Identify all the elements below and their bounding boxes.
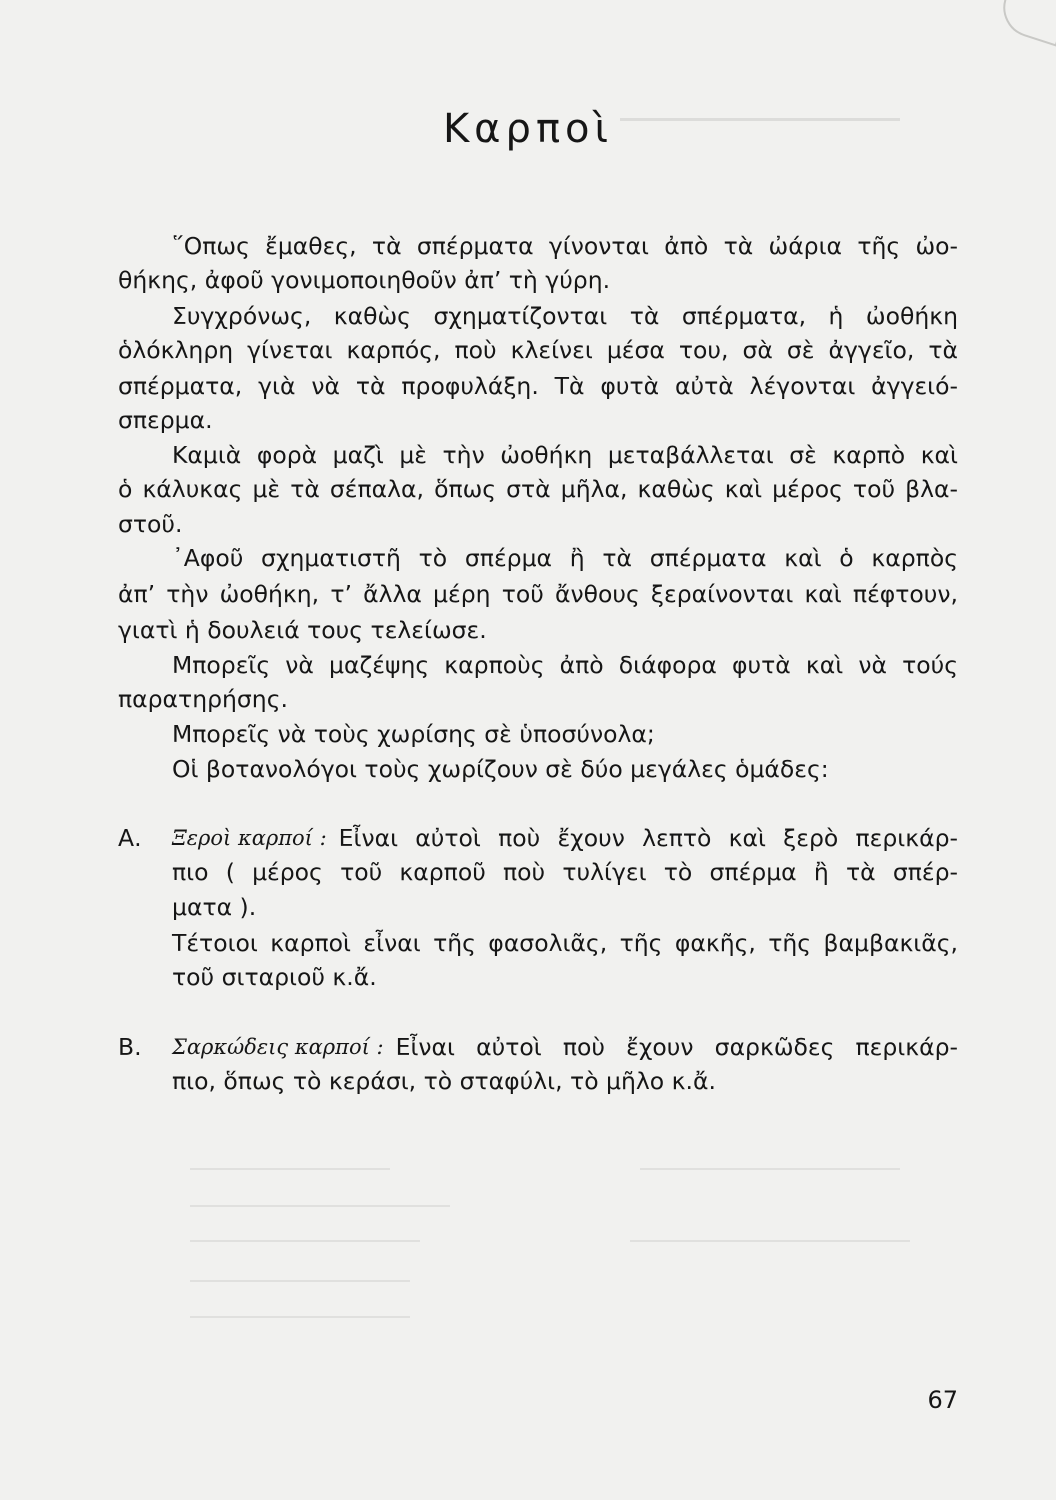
text-line: πιο ( μέρος τοῦ καρποῦ ποὺ τυλίγει τὸ σπέρμα ἢ τὰ σπέρ- [172,858,958,886]
text-line: ὁ κάλυκας μὲ τὰ σέπαλα, ὅπως στὰ μῆλα, καθὼς καὶ μέρος τοῦ βλα- [118,475,958,503]
text-line: Μπορεῖς νὰ τοὺς χωρίσης σὲ ὑποσύνολα; [172,720,655,748]
page-corner-fold [996,0,1056,47]
text-line: Μπορεῖς νὰ μαζέψης καρποὺς ἀπὸ διάφορα φυτὰ καὶ νὰ τούς [172,651,958,679]
bleed-through [190,1240,420,1244]
text-line: θήκης, ἀφοῦ γονιμοποιηθοῦν ἀπ’ τὴ γύρη. [118,266,611,294]
text-line: στοῦ. [118,510,183,538]
section-a-first-line [172,821,958,855]
text-line: Συγχρόνως, καθὼς σχηματίζονται τὰ σπέρματα, ἡ ὠοθήκη [172,302,958,330]
text-line: πιο, ὅπως τὸ κεράσι, τὸ σταφύλι, τὸ μῆλο κ.ἄ. [172,1067,716,1095]
bleed-through [630,1240,910,1244]
text-line: Καμιὰ φορὰ μαζὶ μὲ τὴν ὠοθήκη μεταβάλλεται σὲ καρπὸ καὶ [172,441,958,469]
bleed-through [190,1168,390,1172]
text-line: σπέρματα, γιὰ νὰ τὰ προφυλάξη. Τὰ φυτὰ αὐτὰ λέγονται ἀγγειό- [118,372,958,400]
text-line: Τέτοιοι καρποὶ εἶναι τῆς φασολιᾶς, τῆς φακῆς, τῆς βαμβακιᾶς, [172,929,958,957]
text-line: σπερμα. [118,406,213,434]
text-line: ὁλόκληρη γίνεται καρπός, ποὺ κλείνει μέσα του, σὰ σὲ ἀγγεῖο, τὰ [118,336,958,364]
text-line: Οἱ βοτανολόγοι τοὺς χωρίζουν σὲ δύο μεγάλες ὁμάδες: [172,755,829,783]
text-line: γιατὶ ἡ δουλειά τους τελείωσε. [118,616,487,644]
text-line: Εἶναι αὐτοὶ ποὺ ἔχουν λεπτὸ καὶ ξερὸ περικάρ- [338,824,958,852]
page-number: 67 [927,1386,958,1414]
section-b-term: Σαρκώδεις καρποί : [172,1035,384,1059]
bleed-through [190,1205,450,1209]
section-b-marker: Β. [118,1033,142,1061]
bleed-through [190,1316,410,1320]
text-line: Εἶναι αὐτοὶ ποὺ ἔχουν σαρκῶδες περικάρ- [395,1033,958,1061]
text-line: ἀπ’ τὴν ὠοθήκη, τ’ ἄλλα μέρη τοῦ ἄνθους ξεραίνονται καὶ πέφτουν, [118,580,958,608]
text-line: ματα ). [172,893,257,921]
section-a-term: Ξεροὶ καρποί : [172,826,327,850]
bleed-through [640,1168,900,1172]
text-line: παρατηρήσης. [118,685,288,713]
text-line: τοῦ σιταριοῦ κ.ἄ. [172,963,377,991]
section-b-first-line [172,1030,958,1064]
page-title: Καρποὶ [442,106,614,152]
text-line: ᾿Αφοῦ σχηματιστῆ τὸ σπέρμα ἢ τὰ σπέρματα καὶ ὁ καρπὸς [172,544,958,572]
bleed-through [190,1280,410,1284]
section-a-marker: Α. [118,824,142,852]
text-line: ῞Οπως ἔμαθες, τὰ σπέρματα γίνονται ἀπὸ τὰ ὠάρια τῆς ὠο- [172,232,958,260]
